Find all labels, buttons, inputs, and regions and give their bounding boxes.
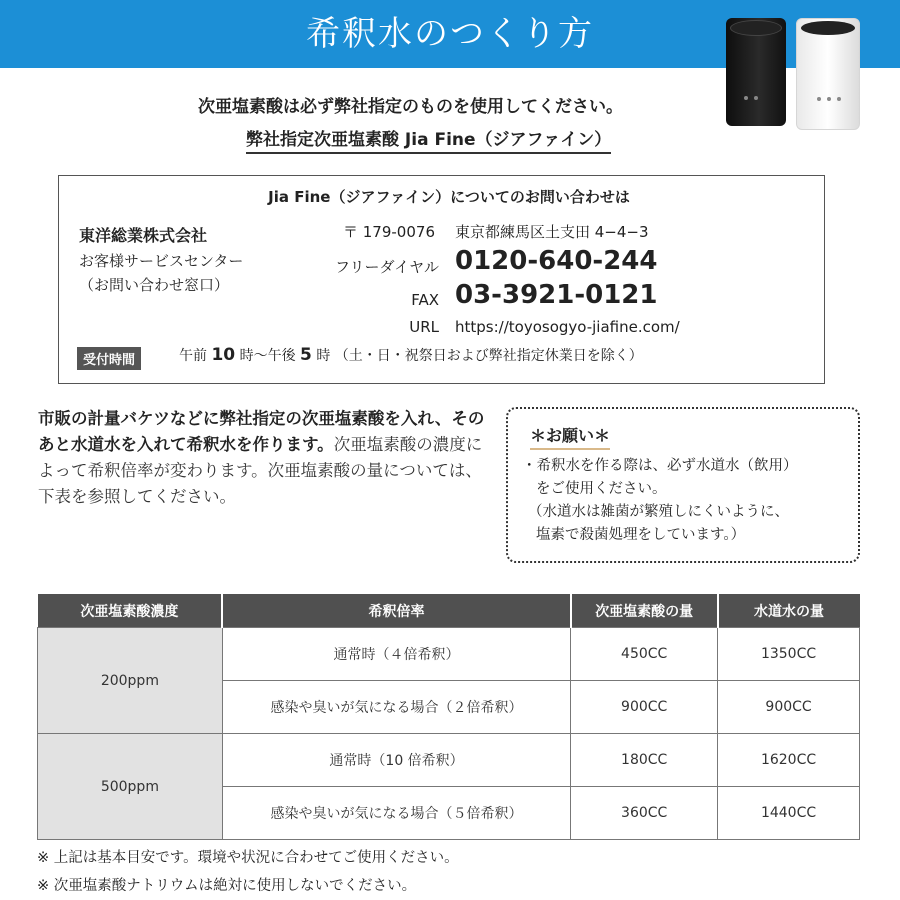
notice-line-3: （水道水は雑菌が繁殖しにくいように、 bbox=[528, 504, 789, 520]
contact-title: Jia Fine（ジアファイン）についてのお問い合わせは bbox=[268, 188, 630, 206]
department-line-1: お客様サービスセンター bbox=[79, 252, 244, 270]
notice-line-1: ・希釈水を作る際は、必ず水道水（飲用） bbox=[522, 458, 798, 474]
notice-title: ＊お願い＊ bbox=[530, 423, 610, 450]
url-label: URL bbox=[409, 318, 439, 336]
notice-line-4: 塩素で殺菌処理をしています。） bbox=[536, 527, 746, 543]
product-white-icon bbox=[796, 18, 860, 130]
fax-label: FAX bbox=[411, 291, 439, 309]
company-name: 東洋総業株式会社 bbox=[79, 226, 208, 245]
notice-line-2: をご使用ください。 bbox=[536, 481, 667, 497]
table-header-row bbox=[38, 594, 860, 628]
dilution-table bbox=[37, 594, 860, 840]
instructions-bold: 市販の計量バケツなどに弊社指定の次亜塩素酸を入れ、そのあと水道水を入れて希釈水を作ります。 bbox=[38, 409, 485, 454]
department-line-2: （お問い合わせ窓口） bbox=[79, 276, 230, 294]
acid-amount-cell: 360CC bbox=[571, 787, 718, 840]
free-dial-number[interactable]: 0120-640-244 bbox=[455, 246, 658, 276]
fax-number: 03-3921-0121 bbox=[455, 280, 658, 310]
address: 東京都練馬区土支田 4−4−3 bbox=[455, 223, 649, 241]
hours-badge: 受付時間 bbox=[77, 347, 141, 370]
table-header-cell: 希釈倍率 bbox=[222, 594, 570, 628]
water-amount-cell: 1440CC bbox=[718, 787, 860, 840]
water-amount-cell: 1620CC bbox=[718, 734, 860, 787]
ratio-cell: 感染や臭いが気になる場合（２倍希釈） bbox=[222, 681, 570, 734]
footnote-2: ※ 次亜塩素酸ナトリウムは絶対に使用しないでください。 bbox=[37, 878, 417, 894]
hours-note: （土・日・祝祭日および弊社指定休業日を除く） bbox=[334, 348, 643, 364]
product-black-icon bbox=[726, 18, 786, 126]
page-title: 希釈水のつくり方 bbox=[306, 14, 594, 54]
hours-num-b: 5 bbox=[300, 345, 312, 365]
table-row bbox=[38, 734, 860, 787]
hours-text-c: 時 bbox=[316, 348, 331, 364]
ratio-cell: 感染や臭いが気になる場合（５倍希釈） bbox=[222, 787, 570, 840]
table-row bbox=[38, 628, 860, 681]
contact-box bbox=[58, 175, 825, 384]
free-dial-label: フリーダイヤル bbox=[335, 258, 439, 276]
acid-amount-cell: 450CC bbox=[571, 628, 718, 681]
intro-line-1: 次亜塩素酸は必ず弊社指定のものを使用してください。 bbox=[198, 97, 623, 117]
table-header-cell: 次亜塩素酸の量 bbox=[571, 594, 718, 628]
table-header-cell: 水道水の量 bbox=[718, 594, 860, 628]
instructions-normal: 次亜塩素酸の濃度によって希釈倍率が変わります。次亜塩素酸の量については、下表を参照してください。 bbox=[38, 435, 483, 506]
website-link[interactable]: https://toyosogyo-jiafine.com/ bbox=[455, 318, 680, 336]
notice-box bbox=[506, 407, 860, 563]
postal-code: 〒 179-0076 bbox=[343, 223, 435, 241]
instructions-text bbox=[38, 406, 488, 510]
hours-num-a: 10 bbox=[211, 345, 236, 365]
business-hours bbox=[179, 345, 643, 365]
hours-text-b: 時～午後 bbox=[239, 348, 296, 364]
concentration-cell: 200ppm bbox=[38, 628, 223, 734]
water-amount-cell: 1350CC bbox=[718, 628, 860, 681]
water-amount-cell: 900CC bbox=[718, 681, 860, 734]
ratio-cell: 通常時（10 倍希釈） bbox=[222, 734, 570, 787]
concentration-cell: 500ppm bbox=[38, 734, 223, 840]
intro-line-2: 弊社指定次亜塩素酸 Jia Fine（ジアファイン） bbox=[246, 125, 611, 154]
footnote-1: ※ 上記は基本目安です。環境や状況に合わせてご使用ください。 bbox=[37, 850, 459, 866]
table-header-cell: 次亜塩素酸濃度 bbox=[38, 594, 223, 628]
ratio-cell: 通常時（４倍希釈） bbox=[222, 628, 570, 681]
notice-body bbox=[522, 455, 852, 547]
hours-text-a: 午前 bbox=[179, 348, 207, 364]
acid-amount-cell: 900CC bbox=[571, 681, 718, 734]
acid-amount-cell: 180CC bbox=[571, 734, 718, 787]
